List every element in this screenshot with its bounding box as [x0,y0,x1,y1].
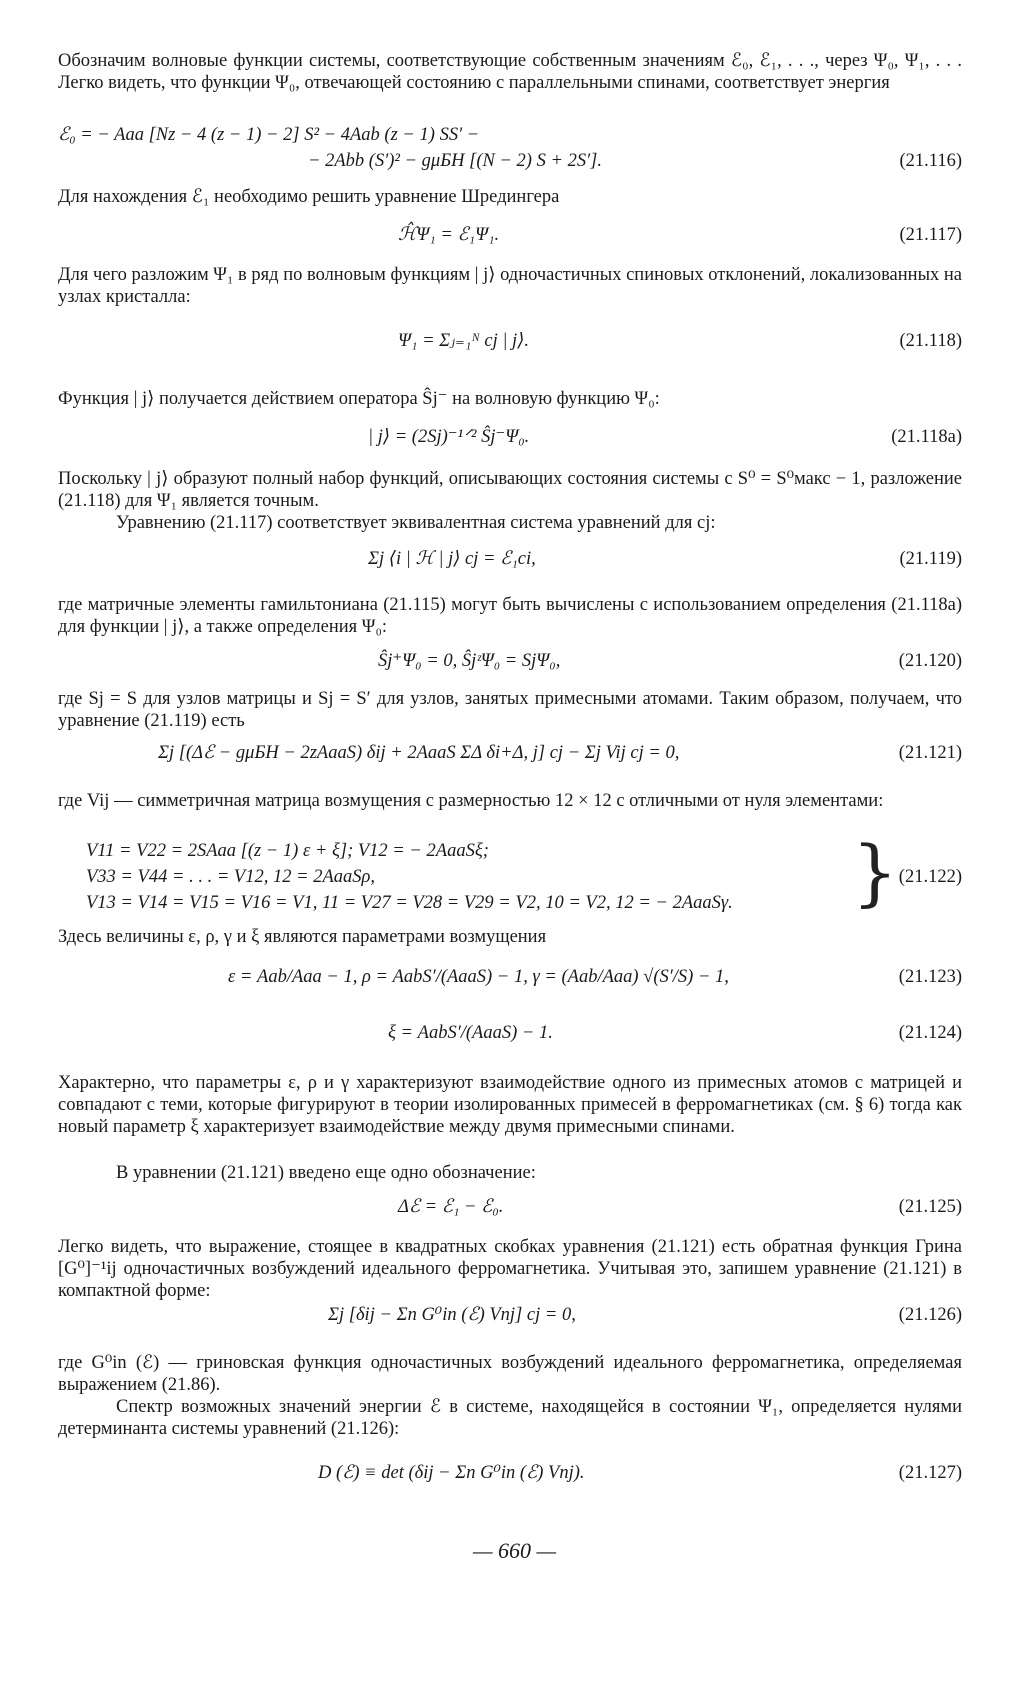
paragraph-4: Функция | j⟩ получается действием оператора Ŝj⁻ на волновую функцию Ψ₀: [58,389,660,409]
equation-number: (21.116) [899,151,962,171]
equation-number: (21.120) [898,651,962,671]
equation-21-116-line2 [58,150,962,180]
paragraph-15: Спектр возможных значений энергии ℰ в системе, находящейся в состоянии Ψ₁, определяется нулями детерминанта системы уравнений (21.126): [58,1397,962,1439]
equation-number: (21.118а) [891,427,962,447]
equation-body: Ψ₁ = Σⱼ₌₁ᴺ cj | j⟩. [398,331,530,351]
equation-number: (21.118) [899,331,962,351]
paragraph-7: где матричные элементы гамильтониана (21.115) могут быть вычислены с использованием определения (21.118а) для функции | j⟩, а также определения Ψ₀: [58,595,962,637]
equation-21-122-line3 [58,892,962,922]
equation-number: (21.127) [898,1463,962,1483]
right-brace: } [852,830,898,914]
equation-number: (21.123) [898,967,962,987]
equation-21-127 [58,1462,962,1492]
paragraph-1: Обозначим волновые функции системы, соответствующие собственным значениям ℰ₀, ℰ₁, . . ., через Ψ₀, Ψ₁, . . . Легко видеть, что функции Ψ₀, отвечающей состоянию с параллельными спинами, соответствует энергия [58,51,962,93]
equation-body: Σj ⟨i | ℋ | j⟩ cj = ℰ₁ci, [368,549,536,569]
equation-body: Σj [(Δℰ − gμБH − 2zAaaS) δij + 2AaaS ΣΔ δi+Δ, j] cj − Σj Vij cj = 0, [158,743,680,763]
page-number: — 660 — [472,1538,557,1563]
paragraph-13: Легко видеть, что выражение, стоящее в квадратных скобках уравнения (21.121) есть обратная функция Грина [G⁰]⁻¹ij одночастичных возбуждений идеального ферромагнетика. Учитывая это, запишем уравнение (21.121) в компактной форме: [58,1237,962,1301]
equation-number: (21.119) [899,549,962,569]
equation-number: (21.122) [898,867,962,887]
paragraph-11: Характерно, что параметры ε, ρ и γ характеризуют взаимодействие одного из примесных атомов с матрицей и совпадают с теми, которые фигурируют в теории изолированных примесей в ферромагнетиках (см. § 6) тогда как новый параметр ξ характеризует взаимодействие между двумя примесными спинами. [58,1073,962,1137]
equation-21-120 [58,650,962,680]
paragraph-10: Здесь величины ε, ρ, γ и ξ являются параметрами возмущения [58,927,547,947]
equation-body: V33 = V44 = . . . = V12, 12 = 2AaaSρ, [86,867,376,887]
paragraph-12: В уравнении (21.121) введено еще одно обозначение: [116,1163,536,1183]
equation-body: D (ℰ) ≡ det (δij − Σn G⁰in (ℰ) Vnj). [318,1463,585,1483]
equation-21-125 [58,1196,962,1226]
equation-body: ℰ₀ = − Aaa [Nz − 4 (z − 1) − 2] S² − 4Aab (z − 1) SS′ − [58,125,480,145]
equation-body: V13 = V14 = V15 = V16 = V1, 11 = V27 = V28 = V29 = V2, 10 = V2, 12 = − 2AaaSγ. [86,893,733,913]
paragraph-8: где Sj = S для узлов матрицы и Sj = S′ для узлов, занятых примесными атомами. Таким образом, получаем, что уравнение (21.119) есть [58,689,962,731]
paragraph-14: где G⁰in (ℰ) — гриновская функция одночастичных возбуждений идеального ферромагнетика, определяемая выражением (21.86). [58,1353,962,1395]
equation-body: Ŝj⁺Ψ₀ = 0, ŜjᶻΨ₀ = SjΨ₀, [378,651,561,671]
equation-body: − 2Abb (S′)² − gμБH [(N − 2) S + 2S′]. [308,151,602,171]
equation-number: (21.124) [898,1023,962,1043]
equation-number: (21.121) [898,743,962,763]
equation-21-124 [58,1022,962,1052]
paragraph-9: где Vij — симметричная матрица возмущения с размерностью 12 × 12 с отличными от нуля элементами: [58,791,884,811]
equation-21-119 [58,548,962,578]
equation-21-117 [58,224,962,254]
equation-body: Δℰ = ℰ₁ − ℰ₀. [398,1197,504,1217]
equation-body: | j⟩ = (2Sj)⁻¹ᐟ² Ŝj⁻Ψ₀. [368,427,530,447]
equation-21-126 [58,1304,962,1334]
paragraph-5: Поскольку | j⟩ образуют полный набор функций, описывающих состояния системы с S⁰ = S⁰макс − 1, разложение (21.118) для Ψ₁ является точным. [58,469,962,511]
equation-body: ξ = AabS′/(AaaS) − 1. [388,1023,553,1043]
paragraph-2: Для нахождения ℰ₁ необходимо решить уравнение Шредингера [58,187,560,207]
equation-21-118 [58,330,962,360]
equation-21-123 [58,966,962,996]
equation-number: (21.125) [898,1197,962,1217]
equation-body: ε = Aab/Aaa − 1, ρ = AabS′/(AaaS) − 1, γ = (Aab/Aaa) √(S′/S) − 1, [228,967,729,987]
equation-number: (21.117) [899,225,962,245]
equation-number: (21.126) [898,1305,962,1325]
equation-body: V11 = V22 = 2SAaa [(z − 1) ε + ξ]; V12 = − 2AaaSξ; [86,841,489,861]
equation-body: Σj [δij − Σn G⁰in (ℰ) Vnj] cj = 0, [328,1305,576,1325]
equation-21-121 [58,742,962,772]
equation-21-118a [58,426,962,456]
paragraph-3: Для чего разложим Ψ₁ в ряд по волновым функциям | j⟩ одночастичных спиновых отклонений, локализованных на узлах кристалла: [58,265,962,307]
paragraph-6: Уравнению (21.117) соответствует эквивалентная система уравнений для cj: [116,513,716,533]
equation-body: ℋ̂Ψ₁ = ℰ₁Ψ₁. [398,225,500,245]
